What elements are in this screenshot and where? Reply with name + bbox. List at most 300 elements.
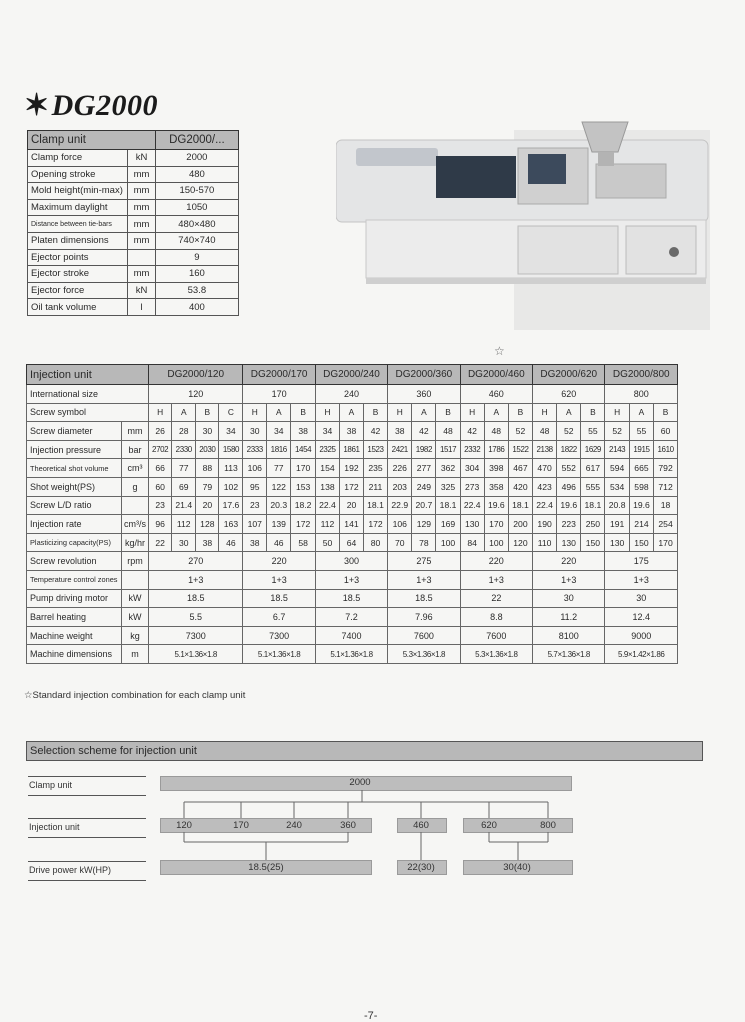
param-value: H xyxy=(388,403,412,422)
param-value: H xyxy=(243,403,267,422)
param-value: 5.5 xyxy=(149,608,243,627)
param-unit xyxy=(122,496,149,515)
param-value: 106 xyxy=(243,459,267,478)
clamp-param-name: Clamp force xyxy=(28,150,128,167)
clamp-param-name: Ejector points xyxy=(28,249,128,266)
param-value: 20.8 xyxy=(605,496,629,515)
param-value: 1629 xyxy=(581,440,605,459)
param-value: 7400 xyxy=(315,626,387,645)
param-value: 18.5 xyxy=(243,589,315,608)
param-value: 7600 xyxy=(388,626,460,645)
param-value: 1+3 xyxy=(149,570,243,589)
clamp-param-value: 53.8 xyxy=(155,282,238,299)
param-value: 214 xyxy=(629,515,653,534)
param-value: 220 xyxy=(243,552,315,571)
model-header: DG2000/800 xyxy=(605,365,678,385)
param-value: 19.6 xyxy=(629,496,653,515)
clamp-param-value: 9 xyxy=(155,249,238,266)
param-value: 496 xyxy=(557,477,581,496)
param-name: Machine dimensions xyxy=(27,645,122,664)
injection-table-header xyxy=(27,365,678,385)
param-value: B xyxy=(196,403,219,422)
param-value: 18.5 xyxy=(315,589,387,608)
param-value: 107 xyxy=(243,515,267,534)
clamp-param-value: 740×740 xyxy=(155,232,238,249)
param-value: 1610 xyxy=(654,440,678,459)
table-row xyxy=(28,150,239,167)
model-header: DG2000/120 xyxy=(149,365,243,385)
clamp-param-name: Oil tank volume xyxy=(28,299,128,316)
table-row xyxy=(28,282,239,299)
param-value: 30 xyxy=(172,533,196,552)
param-value: 22 xyxy=(149,533,172,552)
param-value: 170 xyxy=(243,385,315,404)
param-value: A xyxy=(267,403,291,422)
param-name: Screw L/D ratio xyxy=(27,496,122,515)
param-value: 7300 xyxy=(243,626,315,645)
param-value: 598 xyxy=(629,477,653,496)
param-value: 1523 xyxy=(363,440,387,459)
table-row xyxy=(27,385,678,404)
param-value: 34 xyxy=(315,422,339,441)
param-value: 2332 xyxy=(460,440,484,459)
param-value: 211 xyxy=(363,477,387,496)
param-value: 1786 xyxy=(484,440,508,459)
param-value: 79 xyxy=(196,477,219,496)
table-row xyxy=(27,422,678,441)
param-value: 192 xyxy=(340,459,364,478)
param-value: 112 xyxy=(172,515,196,534)
param-value: 6.7 xyxy=(243,608,315,627)
param-value: 8100 xyxy=(533,626,605,645)
drive-power-value: 22(30) xyxy=(407,862,435,873)
param-value: 78 xyxy=(412,533,436,552)
param-value: 1982 xyxy=(412,440,436,459)
param-value: 467 xyxy=(508,459,532,478)
param-value: 220 xyxy=(533,552,605,571)
param-value: 1522 xyxy=(508,440,532,459)
param-value: 84 xyxy=(460,533,484,552)
param-value: H xyxy=(533,403,557,422)
table-row xyxy=(27,570,678,589)
injection-machine-image xyxy=(336,108,736,336)
param-value: 18.1 xyxy=(436,496,460,515)
param-value: 30 xyxy=(533,589,605,608)
param-value: A xyxy=(629,403,653,422)
param-value: 203 xyxy=(388,477,412,496)
clamp-param-value: 150-570 xyxy=(155,183,238,200)
clamp-param-unit: mm xyxy=(128,216,155,233)
param-value: 46 xyxy=(267,533,291,552)
param-value: 110 xyxy=(533,533,557,552)
param-value: 1+3 xyxy=(315,570,387,589)
param-value: 100 xyxy=(436,533,460,552)
param-value: 170 xyxy=(291,459,315,478)
param-value: 23 xyxy=(149,496,172,515)
clamp-param-name: Mold height(min-max) xyxy=(28,183,128,200)
param-value: 2333 xyxy=(243,440,267,459)
param-value: A xyxy=(172,403,196,422)
param-value: 38 xyxy=(291,422,315,441)
param-value: B xyxy=(291,403,315,422)
param-unit: bar xyxy=(122,440,149,459)
param-value: 58 xyxy=(291,533,315,552)
param-value: 55 xyxy=(629,422,653,441)
clamp-param-value: 400 xyxy=(155,299,238,316)
param-value: 2138 xyxy=(533,440,557,459)
drive-power-value: 18.5(25) xyxy=(248,862,284,873)
param-value: H xyxy=(315,403,339,422)
param-value: 88 xyxy=(196,459,219,478)
param-unit: kg/hr xyxy=(122,533,149,552)
table-row xyxy=(27,440,678,459)
param-value: 77 xyxy=(172,459,196,478)
table-row xyxy=(27,552,678,571)
clamp-param-name: Opening stroke xyxy=(28,166,128,183)
table-row xyxy=(28,199,239,216)
param-value: 18.1 xyxy=(508,496,532,515)
param-value: 60 xyxy=(149,477,172,496)
scheme-connector-lines xyxy=(0,790,745,820)
model-header: DG2000/620 xyxy=(533,365,605,385)
param-value: 5.1×1.36×1.8 xyxy=(243,645,315,664)
param-value: 80 xyxy=(363,533,387,552)
param-value: 712 xyxy=(654,477,678,496)
param-value: 22.9 xyxy=(388,496,412,515)
param-value: 8.8 xyxy=(460,608,532,627)
table-row xyxy=(27,477,678,496)
param-value: 154 xyxy=(315,459,339,478)
model-header: DG2000/170 xyxy=(243,365,315,385)
param-name: Machine weight xyxy=(27,626,122,645)
param-value: 11.2 xyxy=(533,608,605,627)
param-value: 102 xyxy=(219,477,243,496)
param-value: 172 xyxy=(363,515,387,534)
param-value: A xyxy=(340,403,364,422)
param-value: 20 xyxy=(196,496,219,515)
injection-size: 240 xyxy=(286,820,302,831)
param-value: 1816 xyxy=(267,440,291,459)
param-value: 141 xyxy=(340,515,364,534)
param-value: 398 xyxy=(484,459,508,478)
param-value: B xyxy=(436,403,460,422)
param-value: 2143 xyxy=(605,440,629,459)
param-value: 200 xyxy=(508,515,532,534)
clamp-param-name: Ejector stroke xyxy=(28,266,128,283)
param-value: B xyxy=(363,403,387,422)
clamp-param-unit: mm xyxy=(128,199,155,216)
param-value: 120 xyxy=(149,385,243,404)
param-value: H xyxy=(605,403,629,422)
param-value: 19.6 xyxy=(557,496,581,515)
param-value: 106 xyxy=(388,515,412,534)
param-value: 120 xyxy=(508,533,532,552)
clamp-param-name: Maximum daylight xyxy=(28,199,128,216)
param-unit: cm³ xyxy=(122,459,149,478)
param-value: 153 xyxy=(291,477,315,496)
injection-size: 800 xyxy=(540,820,556,831)
param-value: 30 xyxy=(243,422,267,441)
param-value: 1+3 xyxy=(533,570,605,589)
table-row xyxy=(27,589,678,608)
clamp-param-name: Ejector force xyxy=(28,282,128,299)
param-value: 2330 xyxy=(172,440,196,459)
param-value: 1+3 xyxy=(605,570,678,589)
param-value: 42 xyxy=(460,422,484,441)
param-value: A xyxy=(557,403,581,422)
page-number: -7- xyxy=(364,1010,378,1022)
model-header: DG2000/240 xyxy=(315,365,387,385)
param-value: 362 xyxy=(436,459,460,478)
model-header: DG2000/360 xyxy=(388,365,460,385)
injection-size: 360 xyxy=(340,820,356,831)
param-name: Screw symbol xyxy=(27,403,149,422)
param-name: Screw revolution xyxy=(27,552,122,571)
param-value: 20 xyxy=(340,496,364,515)
param-value: 30 xyxy=(605,589,678,608)
param-value: 38 xyxy=(243,533,267,552)
injection-size: 460 xyxy=(413,820,429,831)
param-value: 163 xyxy=(219,515,243,534)
param-value: 130 xyxy=(460,515,484,534)
param-name: Plasticizing capacity(PS) xyxy=(27,533,122,552)
clamp-value: 2000 xyxy=(349,777,371,788)
page-title-text: DG2000 xyxy=(51,89,158,122)
param-value: 122 xyxy=(267,477,291,496)
param-value: 52 xyxy=(605,422,629,441)
param-value: 42 xyxy=(412,422,436,441)
table-row xyxy=(27,459,678,478)
table-row xyxy=(28,232,239,249)
param-value: 1+3 xyxy=(243,570,315,589)
clamp-header-label: Clamp unit xyxy=(28,131,156,150)
injection-size: 170 xyxy=(233,820,249,831)
table-row xyxy=(28,183,239,200)
param-value: 18.1 xyxy=(581,496,605,515)
param-value: 275 xyxy=(388,552,460,571)
clamp-param-unit: l xyxy=(128,299,155,316)
param-value: 2030 xyxy=(196,440,219,459)
param-value: 64 xyxy=(340,533,364,552)
param-value: 46 xyxy=(219,533,243,552)
param-value: H xyxy=(460,403,484,422)
param-value: 50 xyxy=(315,533,339,552)
param-value: 100 xyxy=(484,533,508,552)
param-value: 128 xyxy=(196,515,219,534)
table-row xyxy=(28,166,239,183)
param-value: 172 xyxy=(340,477,364,496)
param-value: 150 xyxy=(629,533,653,552)
selection-scheme-header: Selection scheme for injection unit xyxy=(26,741,703,761)
param-value: 38 xyxy=(388,422,412,441)
clamp-param-value: 480×480 xyxy=(155,216,238,233)
param-value: 617 xyxy=(581,459,605,478)
param-value: 1915 xyxy=(629,440,653,459)
param-value: 5.3×1.36×1.8 xyxy=(460,645,532,664)
param-name: Shot weight(PS) xyxy=(27,477,122,496)
param-value: 240 xyxy=(315,385,387,404)
injection-size: 120 xyxy=(176,820,192,831)
param-value: 139 xyxy=(267,515,291,534)
param-value: 138 xyxy=(315,477,339,496)
param-value: 48 xyxy=(533,422,557,441)
param-value: 223 xyxy=(557,515,581,534)
param-value: 1861 xyxy=(340,440,364,459)
param-name: Temperature control zones xyxy=(27,570,122,589)
table-row xyxy=(28,249,239,266)
param-value: 52 xyxy=(557,422,581,441)
param-value: B xyxy=(581,403,605,422)
param-value: 48 xyxy=(436,422,460,441)
param-value: 69 xyxy=(172,477,196,496)
model-header: DG2000/460 xyxy=(460,365,532,385)
table-row xyxy=(27,608,678,627)
param-value: 48 xyxy=(484,422,508,441)
param-value: H xyxy=(149,403,172,422)
param-value: 555 xyxy=(581,477,605,496)
param-value: 273 xyxy=(460,477,484,496)
param-value: 19.6 xyxy=(484,496,508,515)
param-value: 1454 xyxy=(291,440,315,459)
param-value: 38 xyxy=(196,533,219,552)
clamp-param-name: Distance between tie-bars xyxy=(28,216,128,233)
param-value: 22.4 xyxy=(460,496,484,515)
param-value: 130 xyxy=(557,533,581,552)
param-name: International size xyxy=(27,385,149,404)
param-name: Barrel heating xyxy=(27,608,122,627)
param-value: 1+3 xyxy=(460,570,532,589)
param-value: 30 xyxy=(196,422,219,441)
param-value: 5.3×1.36×1.8 xyxy=(388,645,460,664)
param-name: Injection pressure xyxy=(27,440,122,459)
param-value: 300 xyxy=(315,552,387,571)
param-value: 18.2 xyxy=(291,496,315,515)
table-row xyxy=(27,645,678,664)
param-value: 5.1×1.36×1.8 xyxy=(315,645,387,664)
clamp-param-unit: mm xyxy=(128,183,155,200)
param-unit: kW xyxy=(122,589,149,608)
param-value: C xyxy=(219,403,243,422)
param-unit: g xyxy=(122,477,149,496)
param-value: 28 xyxy=(172,422,196,441)
param-unit: m xyxy=(122,645,149,664)
clamp-param-name: Platen dimensions xyxy=(28,232,128,249)
clamp-param-value: 2000 xyxy=(155,150,238,167)
param-value: 38 xyxy=(340,422,364,441)
param-unit: rpm xyxy=(122,552,149,571)
clamp-param-unit: kN xyxy=(128,282,155,299)
param-value: 7600 xyxy=(460,626,532,645)
param-value: 1517 xyxy=(436,440,460,459)
param-value: 130 xyxy=(605,533,629,552)
star-icon: ✶ xyxy=(24,89,50,122)
param-value: A xyxy=(484,403,508,422)
param-value: 620 xyxy=(533,385,605,404)
param-value: 5.1×1.36×1.8 xyxy=(149,645,243,664)
param-value: 325 xyxy=(436,477,460,496)
param-value: 5.7×1.36×1.8 xyxy=(533,645,605,664)
param-value: 254 xyxy=(654,515,678,534)
param-value: 360 xyxy=(388,385,460,404)
param-value: 112 xyxy=(315,515,339,534)
param-value: 2325 xyxy=(315,440,339,459)
param-value: 2702 xyxy=(149,440,172,459)
param-value: 423 xyxy=(533,477,557,496)
param-value: 20.7 xyxy=(412,496,436,515)
param-value: 460 xyxy=(460,385,532,404)
param-name: Pump driving motor xyxy=(27,589,122,608)
param-value: 21.4 xyxy=(172,496,196,515)
injection-unit-table xyxy=(26,364,678,664)
param-value: 18 xyxy=(654,496,678,515)
table-row xyxy=(28,216,239,233)
param-value: 420 xyxy=(508,477,532,496)
table-row xyxy=(27,496,678,515)
param-value: 175 xyxy=(605,552,678,571)
param-value: 270 xyxy=(149,552,243,571)
clamp-param-value: 1050 xyxy=(155,199,238,216)
param-value: 594 xyxy=(605,459,629,478)
param-value: 20.3 xyxy=(267,496,291,515)
param-value: 169 xyxy=(436,515,460,534)
param-value: 18.5 xyxy=(149,589,243,608)
param-value: 23 xyxy=(243,496,267,515)
param-value: 534 xyxy=(605,477,629,496)
param-unit xyxy=(122,570,149,589)
param-value: 2421 xyxy=(388,440,412,459)
table-row xyxy=(27,403,678,422)
clamp-param-unit: kN xyxy=(128,150,155,167)
param-value: 17.6 xyxy=(219,496,243,515)
param-value: 22 xyxy=(460,589,532,608)
param-value: 7.2 xyxy=(315,608,387,627)
param-value: 34 xyxy=(219,422,243,441)
table-row xyxy=(27,533,678,552)
clamp-unit-table xyxy=(27,130,239,316)
param-value: 129 xyxy=(412,515,436,534)
param-value: 22.4 xyxy=(533,496,557,515)
scheme-connector-lines xyxy=(0,832,745,862)
param-value: 22.4 xyxy=(315,496,339,515)
param-value: 77 xyxy=(267,459,291,478)
scheme-clamp-label: Clamp unit xyxy=(29,780,73,790)
table-row xyxy=(28,266,239,283)
param-name: Theoretical shot volume xyxy=(27,459,122,478)
param-value: 96 xyxy=(149,515,172,534)
param-name: Injection rate xyxy=(27,515,122,534)
divider xyxy=(28,776,146,777)
param-value: 172 xyxy=(291,515,315,534)
param-value: 12.4 xyxy=(605,608,678,627)
clamp-param-unit: mm xyxy=(128,166,155,183)
divider xyxy=(28,861,146,862)
param-value: 113 xyxy=(219,459,243,478)
injection-size: 620 xyxy=(481,820,497,831)
param-value: 220 xyxy=(460,552,532,571)
param-value: 70 xyxy=(388,533,412,552)
standard-star-icon: ☆ xyxy=(494,344,505,358)
param-value: 358 xyxy=(484,477,508,496)
param-value: 190 xyxy=(533,515,557,534)
param-unit: mm xyxy=(122,422,149,441)
param-unit: kW xyxy=(122,608,149,627)
drive-power-value: 30(40) xyxy=(503,862,531,873)
param-value: 191 xyxy=(605,515,629,534)
clamp-param-value: 480 xyxy=(155,166,238,183)
param-value: 170 xyxy=(484,515,508,534)
param-value: 249 xyxy=(412,477,436,496)
param-value: 250 xyxy=(581,515,605,534)
